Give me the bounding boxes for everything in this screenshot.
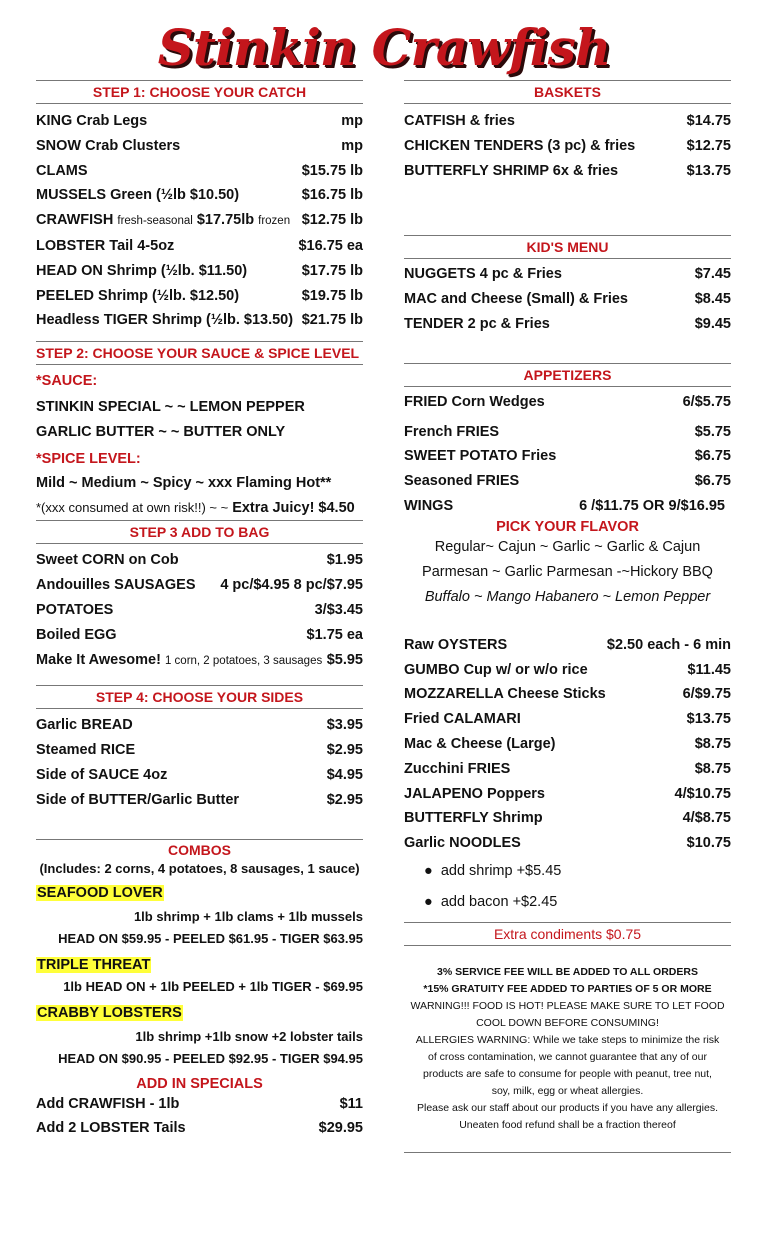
sauce-options-2: GARLIC BUTTER ~ ~ BUTTER ONLY bbox=[36, 423, 286, 440]
notice-line: of cross contamination, we cannot guarantee that any of our bbox=[427, 1050, 707, 1063]
menu-item: LOBSTER Tail 4-5oz $16.75 ea bbox=[36, 237, 363, 254]
step4-list bbox=[36, 709, 363, 812]
baskets-list bbox=[404, 104, 731, 183]
menu-item: GUMBO Cup w/ or w/o rice $11.45 bbox=[404, 661, 731, 678]
menu-item: BUTTERFLY SHRIMP 6x & fries $13.75 bbox=[404, 162, 731, 179]
notice-line: COOL DOWN BEFORE CONSUMING! bbox=[476, 1016, 659, 1029]
menu-item: CLAMS $15.75 lb bbox=[36, 162, 363, 179]
baskets-heading: BASKETS bbox=[404, 80, 731, 104]
combo-triple-threat: TRIPLE THREAT bbox=[37, 956, 151, 973]
notice-line: products are safe to consume for people with peanut, tree nut, bbox=[423, 1067, 712, 1080]
menu-item: Side of BUTTER/Garlic Butter $2.95 bbox=[36, 791, 363, 808]
combos-heading: COMBOS bbox=[168, 841, 231, 858]
menu-item: PEELED Shrimp (½lb. $12.50) $19.75 lb bbox=[36, 287, 363, 304]
menu-item: CATFISH & fries $14.75 bbox=[404, 113, 731, 129]
appetizers-heading: APPETIZERS bbox=[404, 363, 731, 387]
combo-desc: 1lb shrimp +1lb snow +2 lobster tails bbox=[135, 1028, 363, 1044]
add-in-heading: ADD IN SPECIALS bbox=[136, 1075, 263, 1092]
notice-line: Uneaten food refund shall be a fraction thereof bbox=[459, 1118, 676, 1131]
menu-item: MAC and Cheese (Small) & Fries $8.45 bbox=[404, 291, 731, 308]
left-column bbox=[36, 80, 363, 1141]
notice-line: WARNING!!! FOOD IS HOT! PLEASE MAKE SURE TO LET FOOD bbox=[410, 999, 725, 1012]
menu-item: Steamed RICE $2.95 bbox=[36, 742, 363, 759]
menu-item: Add 2 LOBSTER Tails $29.95 bbox=[36, 1120, 363, 1137]
menu-item: Andouilles SAUSAGES 4 pc/$4.95 8 pc/$7.95 bbox=[36, 577, 363, 594]
menu-item: Zucchini FRIES $8.75 bbox=[404, 760, 731, 777]
appetizers-list bbox=[404, 387, 731, 519]
menu-item: NUGGETS 4 pc & Fries $7.45 bbox=[404, 266, 731, 283]
sauce-options-1: STINKIN SPECIAL ~ ~ LEMON PEPPER bbox=[36, 399, 305, 416]
menu-item: BUTTERFLY Shrimp 4/$8.75 bbox=[404, 810, 731, 827]
menu-item: Garlic NOODLES $10.75 bbox=[404, 835, 731, 852]
menu-item: Add CRAWFISH - 1lb $11 bbox=[36, 1095, 363, 1112]
menu-item: FRIED Corn Wedges 6/$5.75 bbox=[404, 393, 731, 410]
brand-logo: Stinkin Crawfish bbox=[157, 18, 611, 77]
combo-seafood-lover: SEAFOOD LOVER bbox=[37, 884, 163, 901]
notice-line: 3% SERVICE FEE WILL BE ADDED TO ALL ORDERS bbox=[437, 965, 698, 978]
menu-item: Mac & Cheese (Large) $8.75 bbox=[404, 735, 731, 752]
step3-heading: STEP 3 ADD TO BAG bbox=[36, 520, 363, 544]
sauce-label: *SAUCE: bbox=[36, 373, 98, 390]
spice-options: Mild ~ Medium ~ Spicy ~ xxx Flaming Hot** bbox=[36, 474, 332, 491]
notice-line: Please ask our staff about our products if you have any allergies. bbox=[417, 1101, 718, 1114]
combos-includes: (Includes: 2 corns, 4 potatoes, 8 sausages, 1 sauce) bbox=[39, 860, 360, 876]
spice-label: *SPICE LEVEL: bbox=[36, 450, 141, 467]
menu-item: SNOW Crab Clusters mp bbox=[36, 137, 363, 154]
combo-crabby-lobsters: CRABBY LOBSTERS bbox=[37, 1004, 182, 1021]
addon-item: ● add shrimp +$5.45 bbox=[424, 862, 562, 879]
combo-prices: HEAD ON $90.95 - PEELED $92.95 - TIGER $94.95 bbox=[58, 1050, 363, 1066]
menu-item: KING Crab Legs mp bbox=[36, 113, 363, 129]
step1-list bbox=[36, 104, 363, 333]
menu-item: Seasoned FRIES $6.75 bbox=[404, 473, 731, 490]
menu-item: WINGS 6 /$11.75 OR 9/$16.95 bbox=[404, 497, 725, 514]
menu-item: Sweet CORN on Cob $1.95 bbox=[36, 552, 363, 569]
menu-item: Garlic BREAD $3.95 bbox=[36, 717, 363, 734]
notices bbox=[404, 964, 731, 1134]
addon-item: ● add bacon +$2.45 bbox=[424, 893, 558, 910]
kids-heading: KID'S MENU bbox=[404, 235, 731, 259]
menu-item: SWEET POTATO Fries $6.75 bbox=[404, 448, 731, 465]
step4-heading: STEP 4: CHOOSE YOUR SIDES bbox=[36, 685, 363, 709]
condiments-note: Extra condiments $0.75 bbox=[404, 922, 731, 946]
menu-item: Fried CALAMARI $13.75 bbox=[404, 711, 731, 728]
combo-desc: 1lb HEAD ON + 1lb PEELED + 1lb TIGER - $69.95 bbox=[63, 978, 363, 994]
menu-item: Raw OYSTERS $2.50 each - 6 min bbox=[404, 636, 731, 653]
menu-item: MOZZARELLA Cheese Sticks 6/$9.75 bbox=[404, 686, 731, 703]
flavor-line: Parmesan ~ Garlic Parmesan -~Hickory BBQ bbox=[422, 563, 713, 580]
menu-item: MUSSELS Green (½lb $10.50) $16.75 lb bbox=[36, 187, 363, 204]
menu-item: Headless TIGER Shrimp (½lb. $13.50) $21.75 lb bbox=[36, 312, 363, 329]
spice-note: *(xxx consumed at own risk!!) ~ ~ Extra Juicy! $4.50 bbox=[36, 499, 355, 516]
menu-item: Boiled EGG $1.75 ea bbox=[36, 626, 363, 643]
menu-item: French FRIES $5.75 bbox=[404, 423, 731, 440]
menu-item: CHICKEN TENDERS (3 pc) & fries $12.75 bbox=[404, 137, 731, 154]
step3-list bbox=[36, 544, 363, 673]
flavor-line: Regular~ Cajun ~ Garlic ~ Garlic & Cajun bbox=[434, 538, 701, 555]
menu-item: CRAWFISH fresh-seasonal $17.75lb frozen $12.75 lb bbox=[36, 212, 363, 229]
menu-item: JALAPENO Poppers 4/$10.75 bbox=[404, 785, 731, 802]
right-column bbox=[404, 80, 731, 1153]
flavor-line: Buffalo ~ Mango Habanero ~ Lemon Pepper bbox=[424, 588, 711, 605]
menu-item: POTATOES 3/$3.45 bbox=[36, 601, 363, 618]
flavor-heading: PICK YOUR FLAVOR bbox=[496, 518, 639, 535]
step1-heading: STEP 1: CHOOSE YOUR CATCH bbox=[36, 80, 363, 104]
notice-line: soy, milk, egg or wheat allergies. bbox=[491, 1084, 644, 1097]
combo-prices: HEAD ON $59.95 - PEELED $61.95 - TIGER $63.95 bbox=[58, 930, 363, 946]
more-list bbox=[404, 633, 731, 856]
menu-item: Side of SAUCE 4oz $4.95 bbox=[36, 766, 363, 783]
menu-item: TENDER 2 pc & Fries $9.45 bbox=[404, 315, 731, 332]
notice-line: *15% GRATUITY FEE ADDED TO PARTIES OF 5 OR MORE bbox=[423, 982, 712, 995]
notice-line: ALLERGIES WARNING: While we take steps to minimize the risk bbox=[415, 1033, 720, 1046]
kids-list bbox=[404, 259, 731, 336]
menu-item: HEAD ON Shrimp (½lb. $11.50) $17.75 lb bbox=[36, 262, 363, 279]
menu-item: Make It Awesome! 1 corn, 2 potatoes, 3 sausages $5.95 bbox=[36, 651, 363, 668]
combo-desc: 1lb shrimp + 1lb clams + 1lb mussels bbox=[133, 908, 363, 924]
step2-heading: STEP 2: CHOOSE YOUR SAUCE & SPICE LEVEL bbox=[36, 341, 363, 365]
